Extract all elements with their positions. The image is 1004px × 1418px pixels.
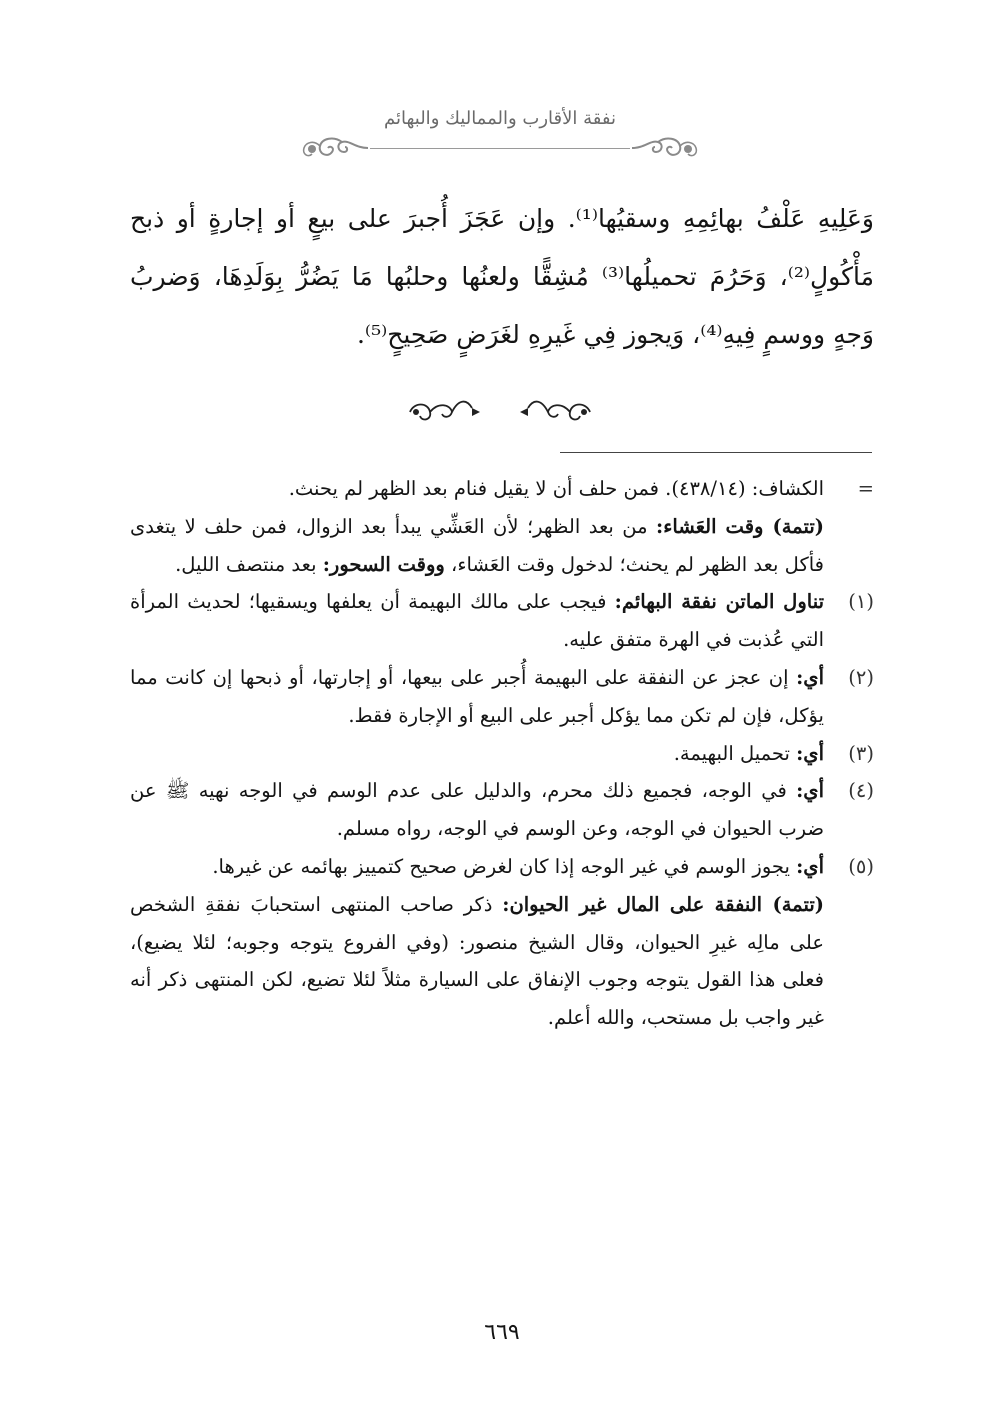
footnote-lead: أي: xyxy=(796,741,824,765)
tatimma-suhur-heading: ووقت السحور: xyxy=(322,552,445,576)
footnotes xyxy=(130,470,874,1037)
header-rule xyxy=(370,148,630,149)
footnote-number: (٣) xyxy=(848,741,874,765)
footnote-2 xyxy=(130,659,874,735)
footnote-number: (١) xyxy=(848,590,874,614)
footnote-body: في الوجه، فجميع ذلك محرم، والدليل على عدم الوسم في الوجه نهيه ﷺ عن ضرب الحيوان في الوجه، وعن الوسم في الوجه، رواه مسلم. xyxy=(130,779,824,841)
footnote-text xyxy=(130,772,824,848)
tatimma-non-animal-property xyxy=(130,886,874,1037)
footnote-lead: تناول الماتن نفقة البهائم: xyxy=(614,590,825,614)
flourish-left-icon xyxy=(300,134,370,164)
footnote-body: إن عجز عن النفقة على البهيمة أُجبر على بيعها، أو إجارتها، أو ذبحها إن كانت مما يؤكل، فإن لم تكن مما يؤكل أجبر على البيع أو الإجارة فقط. xyxy=(130,665,824,727)
footnote-lead: أي: xyxy=(796,854,824,878)
footnote-body: فيجب على مالك البهيمة أن يعلفها ويسقيها؛ لحديث المرأة التي عُذبت في الهرة متفق عليه. xyxy=(130,590,824,652)
footnote-lead: أي: xyxy=(796,665,824,689)
flourish-right-icon xyxy=(630,134,700,164)
tatimma-isha-heading: (تتمة) وقت العَشاء: xyxy=(656,514,824,538)
page-number: ٦٦٩ xyxy=(484,1320,520,1345)
footnote-number: (٥) xyxy=(848,854,874,878)
footnote-separator xyxy=(560,452,872,453)
footnote-4 xyxy=(130,772,874,848)
footnote-text xyxy=(130,659,824,735)
footnote-number: (٢) xyxy=(848,665,874,689)
tatimma-isha xyxy=(130,508,874,584)
main-text xyxy=(130,190,874,364)
continuation-text: الكشاف: (٤٣٨/١٤). فمن حلف أن لا يقيل فنام بعد الظهر لم يحنث. xyxy=(288,477,824,500)
footnote-text xyxy=(130,735,824,773)
footnote-text xyxy=(130,848,824,886)
section-divider-ornament-icon xyxy=(400,392,600,432)
footnote-text xyxy=(130,583,824,659)
running-header xyxy=(300,108,700,168)
tatimma-isha-text: من بعد الظهر؛ لأن العَشِّي يبدأ بعد الزوال، فمن حلف لا يتغدى فأكل بعد الظهر لم يحنث؛ لدخول وقت العَشاء، xyxy=(130,514,824,576)
tatimma-text: ذكر صاحب المنتهى استحبابَ نفقةِ الشخص على مالِه غيرِ الحيوان، وقال الشيخ منصور: (وفي الفروع يتوجه وجوبه؛ لئلا يضيع)، فعلى هذا القول يتوجه وجوب الإنفاق على السيارة مثلاً لئلا تضيع، لكن المنتهى ذكر أنه غير واجب بل مستحب، والله أعلم. xyxy=(130,892,824,1030)
tatimma-suhur-text: بعد منتصف الليل. xyxy=(175,552,323,576)
tatimma-heading: (تتمة) النفقة على المال غير الحيوان: xyxy=(502,892,824,916)
footnote-lead: أي: xyxy=(796,779,824,803)
footnote-body: يجوز الوسم في غير الوجه إذا كان لغرض صحيح كتمييز بهائمه عن غيرها. xyxy=(212,854,797,878)
footnote-1 xyxy=(130,583,874,659)
footnote-3 xyxy=(130,735,874,773)
footnote-number: (٤) xyxy=(848,779,874,803)
footnote-continuation xyxy=(130,470,874,508)
main-paragraph: وَعَلِيهِ عَلْفُ بهائِمِهِ وسقيُها⁽¹⁾. وإن عَجَزَ أُجبرَ على بيعٍ أو إجارةٍ أو ذبح مَأْكُولٍ⁽²⁾، وَحَرُمَ تحميلُها⁽³⁾ مُشِقًّا ولعنُها وحلبُها مَا يَضُرُّ بِوَلَدِهَا، وَضربُ وَجهٍ ووسمٍ فِيهِ⁽⁴⁾، وَيجوز فِي غَيرِهِ لغَرَضٍ صَحِيحٍ⁽⁵⁾. xyxy=(130,204,874,349)
continuation-marker: = xyxy=(857,477,874,500)
footnote-body: تحميل البهيمة. xyxy=(673,741,797,765)
footnote-5 xyxy=(130,848,874,886)
header-title: نفقة الأقارب والمماليك والبهائم xyxy=(384,108,616,129)
